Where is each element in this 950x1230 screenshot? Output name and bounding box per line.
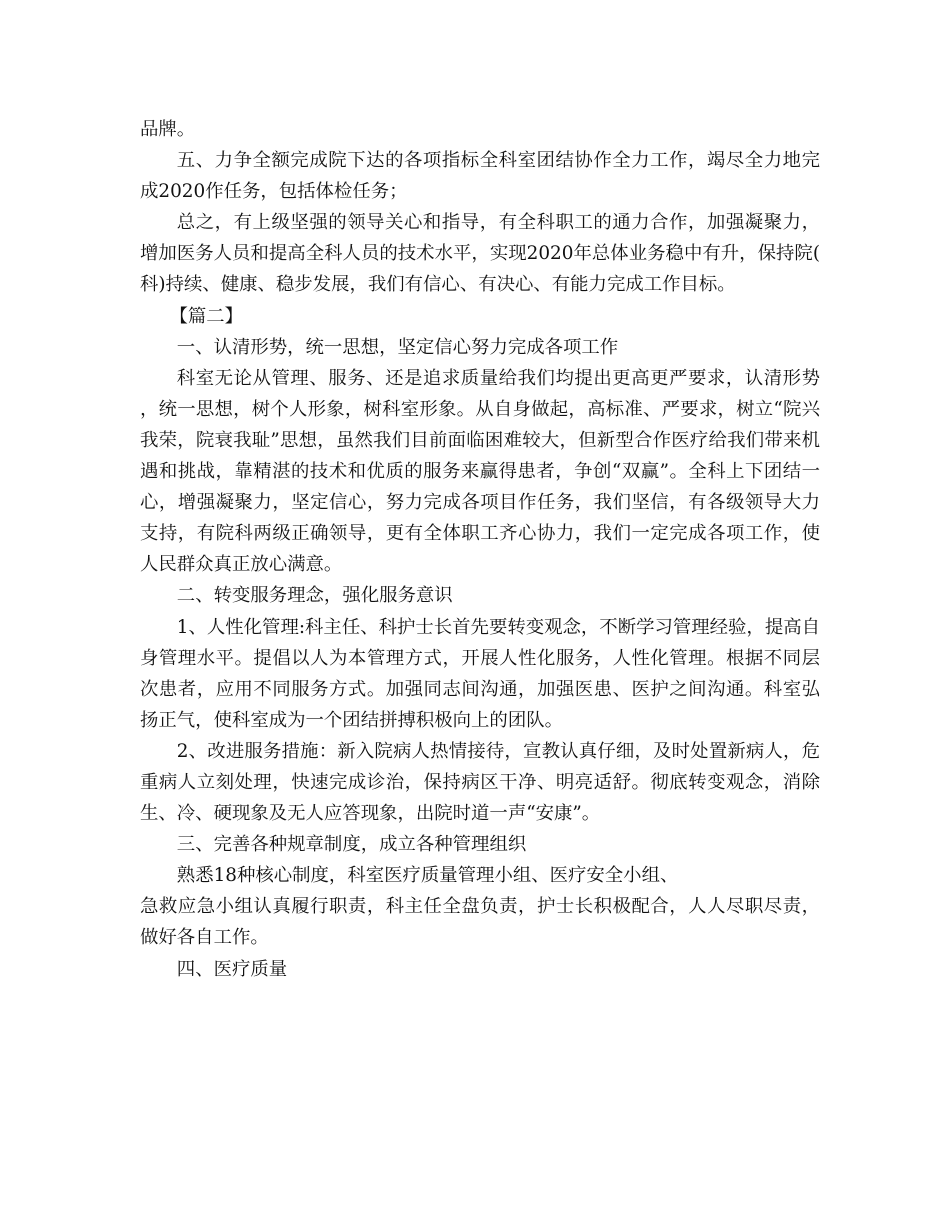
paragraph-brand-end: 品牌。 <box>140 119 196 140</box>
paragraph-emergency-group: 急救应急小组认真履行职责，科主任全盘负责，护士长积极配合，人人尽职尽责，做好各自工作。 <box>140 896 820 949</box>
section-heading-part-two: 【篇二】 <box>169 305 244 327</box>
paragraph-item-five: 五、力争全额完成院下达的各项指标全科室团结协作全力工作，竭尽全力地完成2020作任务，包括体检任务； <box>140 150 820 203</box>
heading-one: 一、认清形势，统一思想，坚定信心努力完成各项工作 <box>176 336 619 358</box>
paragraph-summary: 总之，有上级坚强的领导关心和指导，有全科职工的通力合作，加强凝聚力，增加医务人员和提高全科人员的技术水平，实现2020年总体业务稳中有升，保持院(科)持续、健康、稳步发展，我们有信心、有决心、有能力完成工作目标。 <box>140 212 820 296</box>
paragraph-humanized-management: 1、人性化管理:科主任、科护士长首先要转变观念，不断学习管理经验，提高自身管理水平。提倡以人为本管理方式，开展人性化服务，人性化管理。根据不同层次患者，应用不同服务方式。加强同志间沟通，加强医患、医护之间沟通。科室弘扬正气，使科室成为一个团结拼搏积极向上的团队。 <box>140 616 820 731</box>
document-body <box>140 114 820 985</box>
heading-two: 二、转变服务理念，强化服务意识 <box>176 585 453 607</box>
paragraph-situation: 科室无论从管理、服务、还是追求质量给我们均提出更高更严要求，认清形势，统一思想，树个人形象，树科室形象。从自身做起，高标准、严要求，树立“院兴我荣，院衰我耻”思想，虽然我们目前面临困难较大，但新型合作医疗给我们带来机遇和挑战，靠精湛的技术和优质的服务来赢得患者，争创“双赢”。全科上下团结一心，增强凝聚力，坚定信心，努力完成各项目作任务，我们坚信，有各级领导大力支持，有院科两级正确领导，更有全体职工齐心协力，我们一定完成各项工作，使人民群众真正放心满意。 <box>140 367 820 576</box>
heading-three: 三、完善各种规章制度，成立各种管理组织 <box>176 834 527 856</box>
paragraph-service-measures: 2、改进服务措施：新入院病人热情接待，宣教认真仔细，及时处置新病人，危重病人立刻处理，快速完成诊治，保持病区干净、明亮适舒。彻底转变观念，消除生、冷、硬现象及无人应答现象，出院时道一声“安康”。 <box>140 740 820 825</box>
heading-four: 四、医疗质量 <box>176 958 288 980</box>
paragraph-core-systems: 熟悉18种核心制度，科室医疗质量管理小组、医疗安全小组、 <box>176 865 679 887</box>
